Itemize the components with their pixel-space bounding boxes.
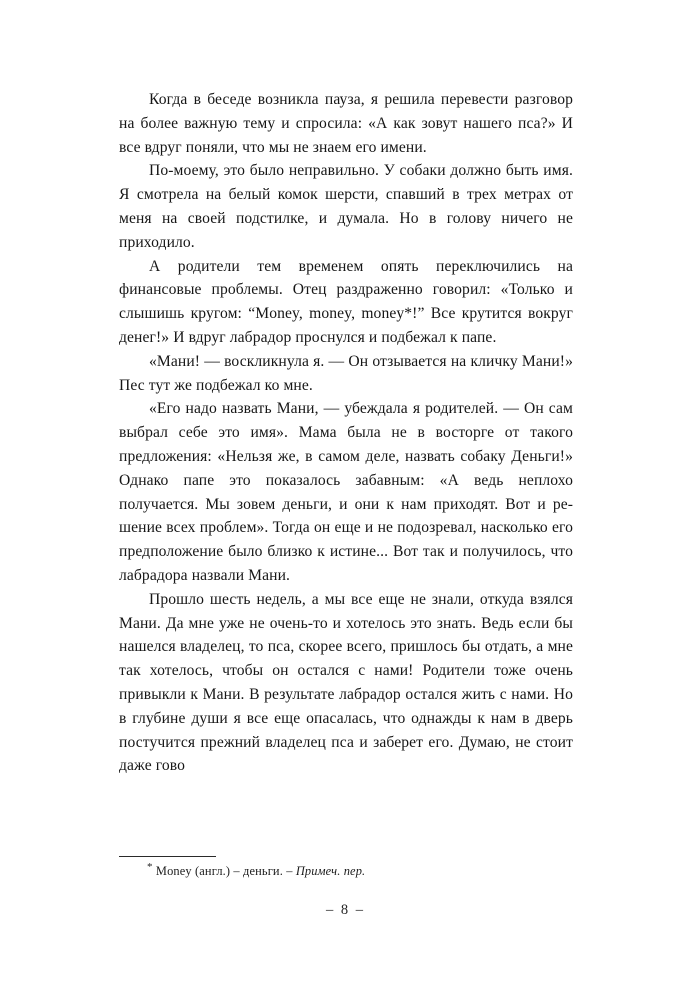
footnote-area bbox=[119, 856, 573, 879]
footnote-source: Примеч. пер. bbox=[295, 864, 366, 878]
paragraph: «Его надо назвать Мани, — убеждала я родителей. — Он сам выбрал себе это имя». Мама была не в восторге от такого предложения: «Нельзя же, в самом деле, назвать собаку Деньги!» Однако папе это показалось забавным: «А ведь неплохо получается. Мы зовем деньги, и они к нам приходят. Вот и решение всех проблем». Тогда он еще и не подозревал, насколько его предположение было близко к истине... Вот так и получилось, что лабрадора назвали Мани. bbox=[119, 400, 573, 584]
paragraph: «Мани! — воскликнула я. — Он отзывается на кличку Мани!» Пес тут же подбежал ко мне. bbox=[119, 352, 573, 394]
footnote-line bbox=[119, 860, 573, 879]
body-text-block bbox=[119, 88, 573, 778]
page-number: – 8 – bbox=[326, 902, 365, 918]
footnote-marker: * bbox=[147, 860, 153, 873]
footnote-body: Money (англ.) – деньги. – bbox=[152, 864, 296, 878]
footnote-separator-rule bbox=[119, 856, 216, 857]
paragraph: Когда в беседе возникла пауза, я решила перевести разговор на более важную тему и спросила: «А как зовут нашего пса?» И все вдруг поняли, что мы не знаем его имени. bbox=[119, 91, 573, 156]
paragraph: По-моему, это было неправильно. У собаки должно быть имя. Я смотрела на белый комок шерсти, спавший в трех метрах от меня на своей подстилке, и думала. Но в голову ничего не приходило. bbox=[119, 162, 573, 251]
paragraph: А родители тем временем опять переключились на финансовые проблемы. Отец раздраженно говорил: «Только и слышишь кругом: “Money, money, money*!” Все крутится вокруг денег!» И вдруг лабрадор проснулся и подбежал к папе. bbox=[119, 257, 573, 346]
paragraph: Прошло шесть недель, а мы все еще не знали, откуда взялся Мани. Да мне уже не очень-то и хотелось это знать. Ведь если бы нашелся владелец, то пса, скорее всего, пришлось бы отдать, а мне так хотелось, чтобы он остался с нами! Родители тоже очень привыкли к Мани. В результате лабрадор остался жить с нами. Но в глубине души я все еще опасалась, что однажды к нам в дверь постучится прежний владелец пса и заберет его. Думаю, не стоит даже гово bbox=[119, 590, 573, 775]
